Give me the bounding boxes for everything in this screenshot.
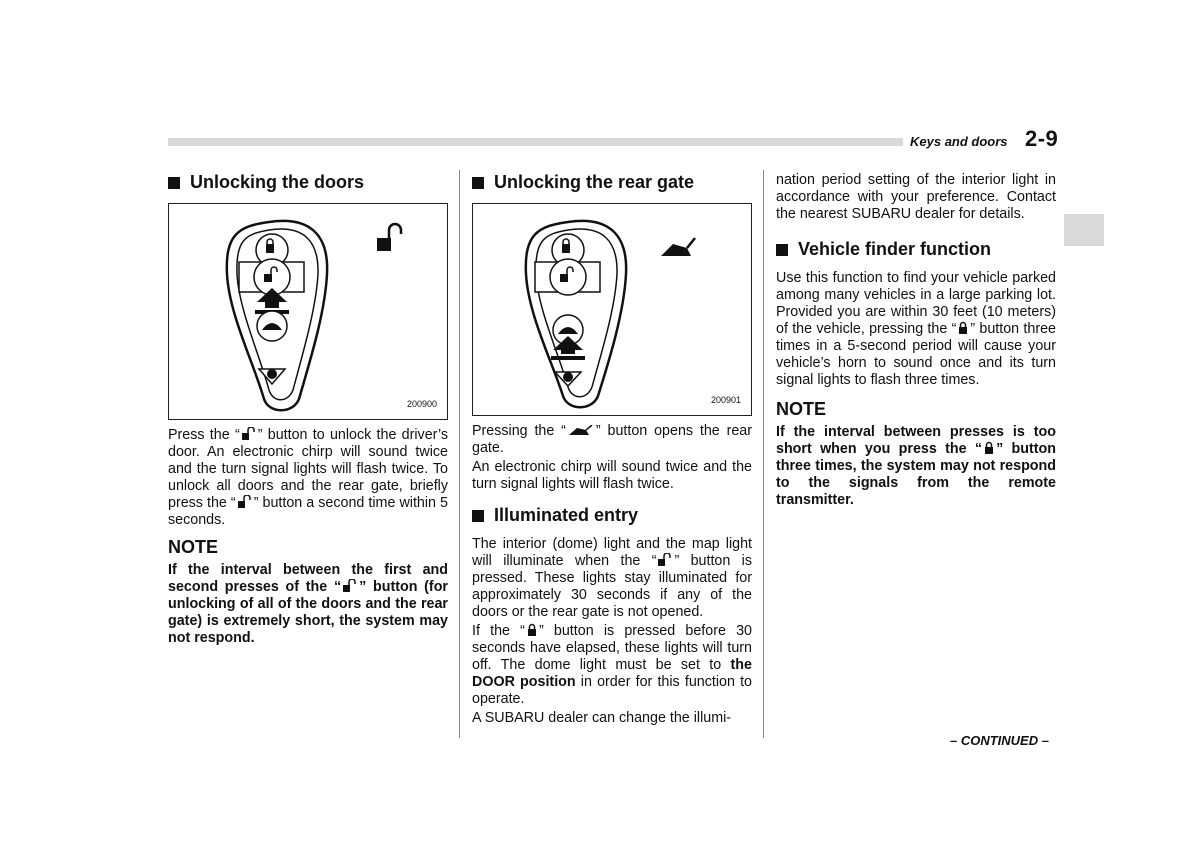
figure-unlock-doors bbox=[168, 203, 448, 420]
page-number: 2-9 bbox=[1025, 126, 1059, 151]
figure-code: 200901 bbox=[710, 395, 741, 405]
section-title: Keys and doors bbox=[910, 134, 1008, 149]
note-text: If the interval between the first and second presses of the “ ” button (for unlocking of all of the doors and the rear gate) is extremely short, the system may not respond. bbox=[168, 562, 448, 646]
column-vehicle-finder bbox=[776, 172, 1056, 511]
square-bullet-icon bbox=[168, 177, 180, 189]
header-rule bbox=[168, 138, 903, 146]
lock-icon bbox=[983, 441, 995, 455]
remote-key-fob-illustration bbox=[169, 204, 447, 419]
continued-label: – CONTINUED – bbox=[950, 733, 1049, 748]
trunk-icon bbox=[567, 425, 595, 437]
body-text: Press the “ ” button to unlock the driver’s door. An electronic chirp will sound twice and the turn signal lights will flash twice. To unlock all doors and the rear gate, briefly press the “ ” button a second time within 5 seconds. bbox=[168, 427, 449, 528]
body-text: The interior (dome) light and the map light will illuminate when the “ ” button is pressed. These lights stay illuminated for approximately 30 seconds if any of the doors or the rear gate is not opened. bbox=[472, 536, 753, 620]
square-bullet-icon bbox=[472, 510, 484, 522]
section-heading: Unlocking the doors bbox=[168, 172, 448, 193]
remote-key-fob-illustration bbox=[473, 204, 751, 415]
lock-icon bbox=[526, 623, 538, 637]
column-unlocking-rear-gate bbox=[472, 172, 752, 729]
unlock-icon bbox=[237, 495, 253, 509]
square-bullet-icon bbox=[776, 244, 788, 256]
section-heading: Illuminated entry bbox=[472, 505, 752, 526]
unlock-icon bbox=[342, 579, 358, 593]
column-divider bbox=[459, 170, 460, 738]
body-text: Pressing the “ ” button opens the rear gate. bbox=[472, 423, 752, 456]
section-heading: Vehicle finder function bbox=[776, 239, 1056, 260]
square-bullet-icon bbox=[472, 177, 484, 189]
chapter-tab bbox=[1064, 214, 1104, 246]
figure-rear-gate bbox=[472, 203, 752, 416]
unlock-icon bbox=[241, 427, 257, 441]
body-text: nation period setting of the interior light in accordance with your preference. Contact the nearest SUBARU dealer for details. bbox=[776, 172, 1056, 222]
body-text: If the “ ” button is pressed before 30 seconds have elapsed, these lights will turn off. The dome light must be set to the DOOR position in order for this function to operate. bbox=[472, 623, 753, 707]
note-title: NOTE bbox=[168, 537, 219, 557]
lock-icon bbox=[957, 321, 969, 335]
body-text: A SUBARU dealer can change the illumi- bbox=[472, 710, 732, 726]
column-divider bbox=[763, 170, 764, 738]
body-text: Use this function to find your vehicle parked among many vehicles in a large parking lot. Provided you are within 30 feet (10 meters) of the vehicle, pressing the “ ” button three times in a 5-second period will cause your vehicle’s horn to sound once and its turn signal lights to flash three times. bbox=[776, 270, 1056, 388]
body-text: An electronic chirp will sound twice and the turn signal lights will flash twice. bbox=[472, 459, 752, 492]
note-text: If the interval between presses is too short when you press the “ ” button three times, the system may not respond to the signals from the remote transmitter. bbox=[776, 424, 1056, 508]
column-unlocking-doors bbox=[168, 172, 448, 649]
unlock-icon bbox=[657, 553, 673, 567]
note-title: NOTE bbox=[776, 399, 827, 419]
figure-code: 200900 bbox=[406, 399, 437, 409]
section-heading: Unlocking the rear gate bbox=[472, 172, 752, 193]
